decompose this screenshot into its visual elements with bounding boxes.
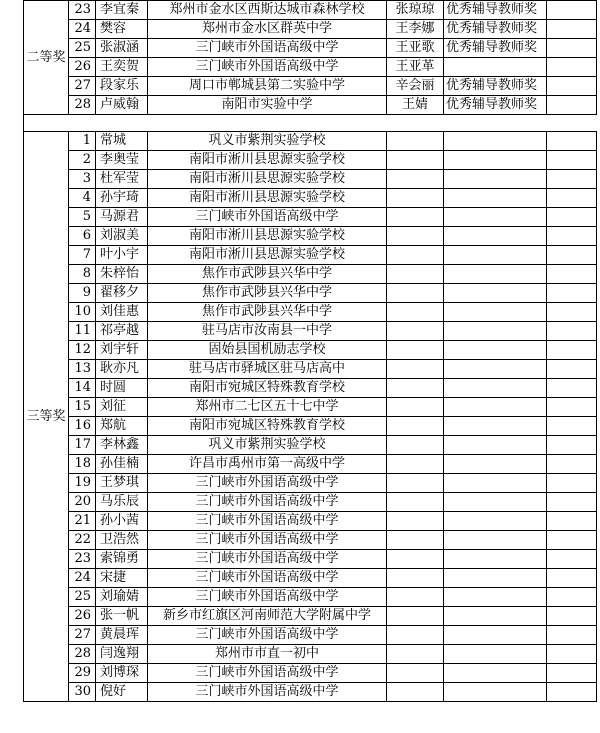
teacher-award [444,626,547,645]
table-row [24,341,597,360]
school-name: 巩义市紫荆实验学校 [148,436,387,455]
teacher-award [444,493,547,512]
student-name: 卫浩然 [96,531,148,550]
teacher-name [387,455,444,474]
empty-cell [547,227,597,246]
teacher-award: 优秀辅导教师奖 [444,77,547,96]
teacher-name [387,626,444,645]
empty-cell [547,531,597,550]
row-number: 12 [69,341,96,360]
school-name: 三门峡市外国语高级中学 [148,531,387,550]
teacher-award [444,531,547,550]
teacher-name [387,284,444,303]
empty-cell [547,607,597,626]
empty-cell [547,550,597,569]
empty-cell [547,284,597,303]
teacher-award [444,436,547,455]
student-name: 马乐辰 [96,493,148,512]
spacer-row [24,115,597,124]
empty-cell [547,151,597,170]
school-name: 三门峡市外国语高级中学 [148,588,387,607]
teacher-award [444,379,547,398]
student-name: 孙佳楠 [96,455,148,474]
student-name: 郑航 [96,417,148,436]
student-name: 杜军莹 [96,170,148,189]
teacher-award [444,607,547,626]
teacher-name [387,227,444,246]
school-name: 驻马店市驿城区驻马店高中 [148,360,387,379]
teacher-name [387,246,444,265]
student-name: 李奥莹 [96,151,148,170]
teacher-award [444,550,547,569]
teacher-award [444,398,547,417]
teacher-name: 王婧 [387,96,444,115]
empty-cell [547,132,597,151]
row-number: 16 [69,417,96,436]
teacher-award [444,588,547,607]
empty-cell [547,379,597,398]
teacher-award: 优秀辅导教师奖 [444,96,547,115]
school-name: 南阳市宛城区特殊教育学校 [148,379,387,398]
teacher-award [444,284,547,303]
awards-table [23,0,597,702]
student-name: 黄晨珲 [96,626,148,645]
school-name: 焦作市武陟县兴华中学 [148,284,387,303]
award-level-label: 三等奖 [24,132,69,702]
school-name: 三门峡市外国语高级中学 [148,208,387,227]
student-name: 段家乐 [96,77,148,96]
teacher-name [387,360,444,379]
table-row [24,531,597,550]
row-number: 28 [69,96,96,115]
row-number: 23 [69,550,96,569]
table-row [24,20,597,39]
teacher-name [387,569,444,588]
school-name: 新乡市红旗区河南师范大学附属中学 [148,607,387,626]
school-name: 许昌市禹州市第一高级中学 [148,455,387,474]
table-row [24,645,597,664]
empty-cell [547,360,597,379]
empty-cell [547,626,597,645]
empty-cell [547,170,597,189]
table-row [24,683,597,702]
student-name: 刘征 [96,398,148,417]
teacher-name [387,645,444,664]
spacer-row [24,123,597,132]
student-name: 朱梓怡 [96,265,148,284]
row-number: 26 [69,58,96,77]
school-name: 南阳市淅川县思源实验学校 [148,227,387,246]
row-number: 23 [69,1,96,20]
row-number: 5 [69,208,96,227]
empty-cell [547,493,597,512]
student-name: 祁亭越 [96,322,148,341]
school-name: 南阳市淅川县思源实验学校 [148,189,387,208]
teacher-name [387,322,444,341]
row-number: 10 [69,303,96,322]
row-number: 17 [69,436,96,455]
student-name: 刘瑜婧 [96,588,148,607]
row-number: 14 [69,379,96,398]
school-name: 郑州市金水区西斯达城市森林学校 [148,1,387,20]
teacher-award: 优秀辅导教师奖 [444,20,547,39]
row-number: 15 [69,398,96,417]
teacher-name [387,303,444,322]
school-name: 郑州市金水区群英中学 [148,20,387,39]
row-number: 30 [69,683,96,702]
row-number: 13 [69,360,96,379]
table-row [24,455,597,474]
teacher-award [444,664,547,683]
teacher-name [387,208,444,227]
row-number: 2 [69,151,96,170]
teacher-name: 王亚革 [387,58,444,77]
student-name: 李林鑫 [96,436,148,455]
student-name: 孙小茜 [96,512,148,531]
spacer-cell [24,123,597,132]
empty-cell [547,645,597,664]
row-number: 29 [69,664,96,683]
empty-cell [547,341,597,360]
table-row [24,132,597,151]
student-name: 刘淑美 [96,227,148,246]
table-row [24,379,597,398]
school-name: 三门峡市外国语高级中学 [148,550,387,569]
teacher-name [387,550,444,569]
teacher-award [444,189,547,208]
teacher-name [387,436,444,455]
table-row [24,39,597,58]
teacher-award [444,58,547,77]
table-row [24,360,597,379]
student-name: 刘宇轩 [96,341,148,360]
school-name: 三门峡市外国语高级中学 [148,512,387,531]
school-name: 驻马店市汝南县一中学 [148,322,387,341]
teacher-name [387,588,444,607]
table-row [24,96,597,115]
teacher-name [387,189,444,208]
student-name: 时圆 [96,379,148,398]
teacher-award [444,512,547,531]
teacher-award [444,227,547,246]
table-row [24,322,597,341]
teacher-name [387,607,444,626]
row-number: 7 [69,246,96,265]
teacher-award [444,417,547,436]
teacher-name [387,398,444,417]
row-number: 19 [69,474,96,493]
school-name: 巩义市紫荆实验学校 [148,132,387,151]
table-row [24,246,597,265]
student-name: 马源君 [96,208,148,227]
school-name: 郑州市二七区五十七中学 [148,398,387,417]
empty-cell [547,569,597,588]
student-name: 闫逸翔 [96,645,148,664]
row-number: 11 [69,322,96,341]
empty-cell [547,189,597,208]
school-name: 焦作市武陟县兴华中学 [148,303,387,322]
school-name: 郑州市市直一初中 [148,645,387,664]
table-row [24,512,597,531]
table-row [24,474,597,493]
teacher-award [444,265,547,284]
table-row [24,569,597,588]
teacher-name: 张琼琼 [387,1,444,20]
teacher-name: 王李娜 [387,20,444,39]
school-name: 周口市郸城县第二实验中学 [148,77,387,96]
empty-cell [547,20,597,39]
school-name: 南阳市淅川县思源实验学校 [148,170,387,189]
teacher-award [444,132,547,151]
empty-cell [547,664,597,683]
teacher-name [387,512,444,531]
school-name: 三门峡市外国语高级中学 [148,683,387,702]
empty-cell [547,77,597,96]
teacher-award [444,569,547,588]
teacher-award [444,645,547,664]
table-row [24,550,597,569]
row-number: 4 [69,189,96,208]
table-row [24,607,597,626]
row-number: 25 [69,39,96,58]
teacher-award [444,303,547,322]
award-level-label: 二等奖 [24,1,69,115]
empty-cell [547,436,597,455]
empty-cell [547,322,597,341]
teacher-name [387,683,444,702]
teacher-award [444,151,547,170]
empty-cell [547,455,597,474]
teacher-name [387,132,444,151]
teacher-name [387,265,444,284]
teacher-award [444,360,547,379]
school-name: 三门峡市外国语高级中学 [148,569,387,588]
teacher-name: 辛会丽 [387,77,444,96]
teacher-award: 优秀辅导教师奖 [444,1,547,20]
student-name: 张淑涵 [96,39,148,58]
teacher-name [387,341,444,360]
awards-table-body [24,1,597,702]
table-row [24,284,597,303]
row-number: 8 [69,265,96,284]
row-number: 20 [69,493,96,512]
row-number: 18 [69,455,96,474]
row-number: 24 [69,20,96,39]
empty-cell [547,398,597,417]
row-number: 3 [69,170,96,189]
table-row [24,398,597,417]
teacher-award [444,474,547,493]
row-number: 9 [69,284,96,303]
school-name: 三门峡市外国语高级中学 [148,39,387,58]
student-name: 李宜秦 [96,1,148,20]
student-name: 刘佳惠 [96,303,148,322]
student-name: 樊容 [96,20,148,39]
row-number: 22 [69,531,96,550]
student-name: 王奕贺 [96,58,148,77]
teacher-name [387,474,444,493]
school-name: 三门峡市外国语高级中学 [148,626,387,645]
student-name: 常城 [96,132,148,151]
school-name: 三门峡市外国语高级中学 [148,664,387,683]
row-number: 6 [69,227,96,246]
school-name: 三门峡市外国语高级中学 [148,474,387,493]
school-name: 南阳市淅川县思源实验学校 [148,246,387,265]
empty-cell [547,588,597,607]
table-row [24,265,597,284]
table-row [24,151,597,170]
student-name: 耿亦凡 [96,360,148,379]
row-number: 24 [69,569,96,588]
table-row [24,417,597,436]
student-name: 翟移夕 [96,284,148,303]
empty-cell [547,265,597,284]
student-name: 张一帆 [96,607,148,626]
table-row [24,58,597,77]
teacher-award [444,246,547,265]
student-name: 卢威翰 [96,96,148,115]
row-number: 21 [69,512,96,531]
spacer-cell [24,115,597,124]
table-row [24,588,597,607]
student-name: 王梦琪 [96,474,148,493]
teacher-name [387,170,444,189]
row-number: 28 [69,645,96,664]
teacher-name [387,664,444,683]
row-number: 25 [69,588,96,607]
school-name: 三门峡市外国语高级中学 [148,58,387,77]
empty-cell [547,1,597,20]
teacher-name: 王亚歌 [387,39,444,58]
student-name: 宋捷 [96,569,148,588]
teacher-award [444,341,547,360]
school-name: 南阳市宛城区特殊教育学校 [148,417,387,436]
teacher-name [387,151,444,170]
row-number: 27 [69,77,96,96]
teacher-award [444,170,547,189]
student-name: 孙宇琦 [96,189,148,208]
empty-cell [547,39,597,58]
empty-cell [547,512,597,531]
empty-cell [547,96,597,115]
school-name: 焦作市武陟县兴华中学 [148,265,387,284]
table-row [24,664,597,683]
student-name: 倪好 [96,683,148,702]
empty-cell [547,208,597,227]
teacher-award [444,455,547,474]
empty-cell [547,474,597,493]
table-row [24,436,597,455]
table-row [24,227,597,246]
row-number: 27 [69,626,96,645]
teacher-award [444,322,547,341]
table-row [24,493,597,512]
student-name: 叶小宇 [96,246,148,265]
table-row [24,170,597,189]
school-name: 南阳市淅川县思源实验学校 [148,151,387,170]
student-name: 刘博琛 [96,664,148,683]
table-row [24,77,597,96]
table-row [24,189,597,208]
teacher-name [387,493,444,512]
row-number: 1 [69,132,96,151]
teacher-name [387,531,444,550]
empty-cell [547,246,597,265]
teacher-award: 优秀辅导教师奖 [444,39,547,58]
teacher-award [444,208,547,227]
student-name: 索锦勇 [96,550,148,569]
table-row [24,1,597,20]
school-name: 三门峡市外国语高级中学 [148,493,387,512]
table-row [24,626,597,645]
teacher-name [387,417,444,436]
school-name: 固始县国机励志学校 [148,341,387,360]
table-row [24,303,597,322]
teacher-award [444,683,547,702]
row-number: 26 [69,607,96,626]
empty-cell [547,683,597,702]
empty-cell [547,417,597,436]
school-name: 南阳市实验中学 [148,96,387,115]
teacher-name [387,379,444,398]
empty-cell [547,303,597,322]
table-row [24,208,597,227]
empty-cell [547,58,597,77]
